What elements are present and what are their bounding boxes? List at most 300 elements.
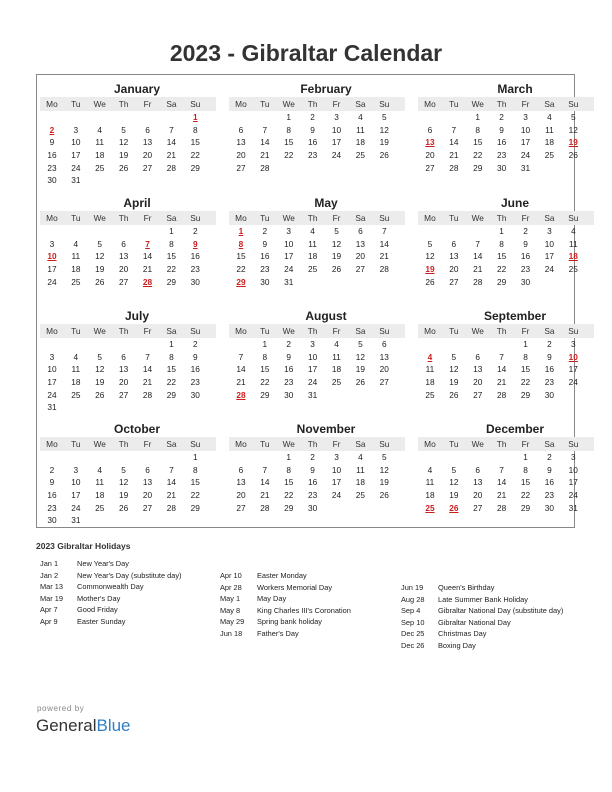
weekday-label: Su bbox=[379, 326, 390, 336]
month-october bbox=[40, 421, 216, 527]
weekday-label: We bbox=[93, 99, 106, 109]
day-cell: 24 bbox=[568, 490, 578, 501]
day-cell: 21 bbox=[166, 150, 177, 161]
day-cell: 13 bbox=[379, 351, 389, 362]
holiday-date: Apr 7 bbox=[40, 605, 58, 615]
day-cell: 29 bbox=[190, 162, 200, 173]
month-september bbox=[418, 308, 594, 401]
weekday-label: Fr bbox=[521, 213, 530, 223]
day-cell: 17 bbox=[520, 137, 531, 148]
weekday-header bbox=[229, 324, 405, 338]
weekday-label: Sa bbox=[355, 99, 366, 109]
day-cell: 3 bbox=[570, 339, 576, 350]
day-cell: 28 bbox=[166, 162, 177, 173]
day-cell: 26 bbox=[568, 150, 578, 161]
weekday-label: Th bbox=[496, 213, 507, 223]
day-cell: 14 bbox=[166, 477, 177, 488]
day-cell: 18 bbox=[425, 377, 435, 388]
day-cell: 26 bbox=[95, 389, 105, 400]
day-cell: 27 bbox=[142, 502, 153, 513]
day-cell: 19 bbox=[331, 251, 342, 262]
weekday-label: Fr bbox=[332, 326, 341, 336]
weekday-label: Fr bbox=[332, 439, 341, 449]
day-cell: 16 bbox=[47, 150, 57, 161]
day-cell: 6 bbox=[121, 238, 126, 249]
day-cell: 24 bbox=[544, 264, 555, 275]
week-row bbox=[229, 250, 405, 263]
day-cell: 2 bbox=[310, 112, 315, 123]
holiday-day-cell: 29 bbox=[236, 276, 246, 287]
day-cell: 1 bbox=[286, 112, 292, 123]
holiday-item bbox=[40, 604, 182, 616]
holiday-name: Boxing Day bbox=[438, 640, 476, 650]
day-cell: 22 bbox=[284, 490, 294, 501]
weekday-label: Tu bbox=[71, 439, 81, 449]
day-cell: 3 bbox=[310, 339, 315, 350]
weekday-label: We bbox=[93, 213, 106, 223]
holiday-name: Commonwealth Day bbox=[77, 582, 144, 592]
day-cell: 27 bbox=[379, 377, 389, 388]
day-cell: 14 bbox=[260, 477, 270, 488]
day-cell: 26 bbox=[119, 502, 129, 513]
day-cell: 16 bbox=[260, 251, 270, 262]
day-cell: 20 bbox=[142, 150, 153, 161]
day-cell: 29 bbox=[520, 389, 531, 400]
day-cell: 7 bbox=[475, 238, 481, 249]
month-name: May bbox=[314, 196, 338, 210]
weekday-header bbox=[40, 437, 216, 451]
holiday-name: New Year's Day (substitute day) bbox=[77, 570, 182, 580]
week-row bbox=[418, 451, 594, 464]
holiday-date: Apr 28 bbox=[220, 582, 242, 592]
holiday-name: Good Friday bbox=[77, 605, 118, 615]
day-cell: 23 bbox=[190, 377, 200, 388]
day-cell: 4 bbox=[334, 339, 339, 350]
holiday-name: Mother's Day bbox=[77, 593, 121, 603]
day-cell: 14 bbox=[379, 238, 389, 249]
weekday-label: Tu bbox=[449, 326, 459, 336]
day-cell: 12 bbox=[95, 251, 105, 262]
day-cell: 4 bbox=[97, 124, 103, 135]
day-cell: 3 bbox=[286, 226, 292, 237]
day-cell: 29 bbox=[497, 276, 507, 287]
weekday-label: Sa bbox=[166, 213, 177, 223]
day-cell: 31 bbox=[308, 389, 318, 400]
weekday-label: Fr bbox=[143, 326, 152, 336]
day-cell: 30 bbox=[308, 502, 318, 513]
day-cell: 16 bbox=[544, 477, 555, 488]
holiday-day-cell: 1 bbox=[192, 112, 198, 123]
day-cell: 14 bbox=[449, 137, 459, 148]
weekday-label: Tu bbox=[260, 99, 270, 109]
day-cell: 15 bbox=[166, 364, 177, 375]
day-cell: 12 bbox=[449, 477, 459, 488]
day-cell: 14 bbox=[497, 477, 507, 488]
day-cell: 15 bbox=[284, 477, 294, 488]
day-cell: 28 bbox=[473, 276, 483, 287]
day-cell: 9 bbox=[547, 351, 552, 362]
weekday-label: Mo bbox=[235, 326, 247, 336]
day-cell: 25 bbox=[331, 377, 342, 388]
week-row bbox=[40, 149, 216, 162]
holiday-item bbox=[401, 594, 563, 606]
day-cell: 16 bbox=[190, 251, 200, 262]
month-december bbox=[418, 421, 594, 514]
day-cell: 18 bbox=[95, 150, 105, 161]
month-name: August bbox=[305, 309, 347, 323]
holiday-day-cell: 19 bbox=[425, 264, 435, 275]
day-cell: 22 bbox=[190, 150, 200, 161]
weekday-label: Tu bbox=[260, 439, 270, 449]
weekday-label: We bbox=[471, 213, 484, 223]
day-cell: 6 bbox=[145, 124, 150, 135]
day-cell: 29 bbox=[260, 389, 270, 400]
day-cell: 8 bbox=[262, 351, 268, 362]
day-cell: 25 bbox=[308, 264, 318, 275]
day-cell: 2 bbox=[547, 339, 552, 350]
day-cell: 11 bbox=[568, 238, 578, 249]
day-cell: 13 bbox=[119, 364, 129, 375]
day-cell: 10 bbox=[331, 464, 342, 475]
holiday-name: Workers Memorial Day bbox=[257, 582, 333, 592]
holiday-item bbox=[220, 593, 351, 605]
week-row bbox=[229, 351, 405, 364]
day-cell: 22 bbox=[497, 264, 507, 275]
day-cell: 17 bbox=[544, 251, 555, 262]
day-cell: 10 bbox=[308, 351, 318, 362]
holiday-date: May 8 bbox=[220, 605, 241, 615]
day-cell: 14 bbox=[142, 251, 153, 262]
brand-logo[interactable] bbox=[36, 716, 131, 736]
week-row bbox=[229, 376, 405, 389]
weekday-label: Th bbox=[496, 439, 507, 449]
holiday-day-cell: 1 bbox=[238, 226, 244, 237]
week-row bbox=[229, 464, 405, 477]
day-cell: 29 bbox=[284, 502, 294, 513]
day-cell: 15 bbox=[520, 364, 531, 375]
weekday-header bbox=[40, 97, 216, 111]
month-may bbox=[229, 195, 405, 288]
day-cell: 14 bbox=[236, 364, 246, 375]
day-cell: 20 bbox=[236, 490, 246, 501]
weekday-label: Tu bbox=[449, 213, 459, 223]
weekday-header bbox=[229, 211, 405, 225]
holiday-date: Mar 13 bbox=[40, 582, 64, 592]
brand-text-blue: Blue bbox=[96, 716, 131, 735]
day-cell: 2 bbox=[262, 226, 268, 237]
month-name: September bbox=[483, 309, 547, 323]
holiday-day-cell: 19 bbox=[568, 137, 578, 148]
week-row bbox=[40, 388, 216, 401]
week-row bbox=[418, 225, 594, 238]
week-row bbox=[418, 111, 594, 124]
day-cell: 17 bbox=[71, 150, 81, 161]
month-name: January bbox=[113, 82, 161, 96]
day-cell: 18 bbox=[71, 377, 81, 388]
week-row bbox=[418, 338, 594, 351]
day-cell: 28 bbox=[142, 389, 153, 400]
month-name: December bbox=[485, 422, 545, 436]
powered-by-text: powered by bbox=[37, 704, 85, 713]
day-cell: 6 bbox=[238, 124, 244, 135]
day-cell: 14 bbox=[166, 137, 177, 148]
week-row bbox=[40, 476, 216, 489]
day-cell: 9 bbox=[192, 351, 198, 362]
day-cell: 22 bbox=[284, 150, 294, 161]
weekday-label: Fr bbox=[332, 99, 341, 109]
month-name: March bbox=[497, 82, 533, 96]
day-cell: 11 bbox=[308, 238, 317, 249]
holiday-item bbox=[40, 593, 182, 605]
weekday-label: Sa bbox=[544, 326, 555, 336]
day-cell: 6 bbox=[145, 464, 150, 475]
holiday-day-cell: 10 bbox=[568, 351, 578, 362]
holiday-date: Dec 26 bbox=[401, 640, 425, 650]
day-cell: 29 bbox=[520, 502, 531, 513]
month-june bbox=[418, 195, 594, 288]
day-cell: 4 bbox=[427, 464, 433, 475]
day-cell: 8 bbox=[475, 124, 481, 135]
weekday-label: Th bbox=[307, 99, 318, 109]
holiday-item bbox=[40, 581, 182, 593]
weekday-label: Su bbox=[379, 439, 390, 449]
day-cell: 22 bbox=[236, 264, 246, 275]
day-cell: 30 bbox=[544, 502, 555, 513]
weekday-header bbox=[229, 437, 405, 451]
day-cell: 18 bbox=[425, 490, 435, 501]
day-cell: 9 bbox=[49, 137, 55, 148]
weekday-label: We bbox=[282, 439, 295, 449]
day-cell: 20 bbox=[473, 377, 483, 388]
week-row bbox=[418, 501, 594, 514]
day-cell: 18 bbox=[331, 364, 342, 375]
week-row bbox=[418, 376, 594, 389]
day-cell: 1 bbox=[169, 339, 174, 350]
day-cell: 27 bbox=[142, 162, 153, 173]
day-cell: 14 bbox=[497, 364, 507, 375]
holiday-day-cell: 25 bbox=[425, 502, 435, 513]
weekday-label: Tu bbox=[71, 99, 81, 109]
day-cell: 21 bbox=[497, 377, 507, 388]
day-cell: 5 bbox=[451, 464, 457, 475]
week-row bbox=[418, 388, 594, 401]
holiday-date: Jun 18 bbox=[220, 628, 243, 638]
day-cell: 5 bbox=[121, 124, 126, 135]
holiday-day-cell: 2 bbox=[49, 124, 55, 135]
day-cell: 15 bbox=[284, 137, 294, 148]
holiday-column bbox=[40, 558, 182, 628]
weekday-label: Sa bbox=[355, 326, 366, 336]
day-cell: 4 bbox=[310, 226, 315, 237]
day-cell: 4 bbox=[73, 351, 79, 362]
week-row bbox=[40, 464, 216, 477]
day-cell: 30 bbox=[544, 389, 555, 400]
day-cell: 29 bbox=[473, 162, 483, 173]
week-row bbox=[40, 501, 216, 514]
weekday-label: We bbox=[282, 99, 295, 109]
day-cell: 9 bbox=[262, 238, 268, 249]
holiday-item bbox=[401, 605, 563, 617]
week-row bbox=[40, 514, 216, 527]
day-cell: 23 bbox=[260, 264, 270, 275]
week-row bbox=[229, 238, 405, 251]
weekday-label: Mo bbox=[424, 99, 436, 109]
day-cell: 13 bbox=[473, 477, 483, 488]
day-cell: 20 bbox=[473, 490, 483, 501]
day-cell: 16 bbox=[190, 364, 200, 375]
day-cell: 26 bbox=[119, 162, 129, 173]
day-cell: 7 bbox=[451, 124, 457, 135]
week-row bbox=[229, 451, 405, 464]
day-cell: 30 bbox=[47, 515, 57, 526]
day-cell: 1 bbox=[499, 226, 504, 237]
day-cell: 18 bbox=[95, 490, 105, 501]
day-cell: 4 bbox=[358, 112, 363, 123]
day-cell: 3 bbox=[49, 351, 55, 362]
day-cell: 7 bbox=[238, 351, 244, 362]
weekday-label: Th bbox=[307, 439, 318, 449]
weekday-label: Th bbox=[496, 326, 507, 336]
week-row bbox=[418, 275, 594, 288]
day-cell: 27 bbox=[236, 502, 246, 513]
day-cell: 21 bbox=[497, 490, 507, 501]
weekday-label: Mo bbox=[235, 439, 247, 449]
week-row bbox=[229, 275, 405, 288]
day-cell: 1 bbox=[523, 339, 528, 350]
day-cell: 16 bbox=[284, 364, 294, 375]
day-cell: 13 bbox=[473, 364, 483, 375]
weekday-label: Mo bbox=[46, 99, 58, 109]
day-cell: 9 bbox=[286, 351, 292, 362]
day-cell: 20 bbox=[119, 377, 129, 388]
weekday-label: We bbox=[471, 326, 484, 336]
week-row bbox=[40, 401, 216, 414]
day-cell: 24 bbox=[331, 490, 342, 501]
day-cell: 6 bbox=[427, 124, 433, 135]
day-cell: 23 bbox=[544, 490, 555, 501]
day-cell: 8 bbox=[192, 464, 198, 475]
week-row bbox=[229, 124, 405, 137]
day-cell: 4 bbox=[358, 452, 363, 463]
holiday-item bbox=[40, 570, 182, 582]
day-cell: 9 bbox=[499, 124, 504, 135]
weekday-label: Th bbox=[118, 99, 129, 109]
day-cell: 22 bbox=[260, 377, 270, 388]
day-cell: 13 bbox=[355, 238, 366, 249]
weekday-label: Th bbox=[118, 213, 129, 223]
day-cell: 2 bbox=[523, 226, 528, 237]
weekday-label: Su bbox=[379, 99, 390, 109]
weekday-label: Sa bbox=[544, 439, 555, 449]
day-cell: 16 bbox=[544, 364, 555, 375]
week-row bbox=[418, 464, 594, 477]
day-cell: 11 bbox=[332, 351, 341, 362]
week-row bbox=[40, 161, 216, 174]
day-cell: 30 bbox=[284, 389, 294, 400]
week-row bbox=[418, 136, 594, 149]
day-cell: 27 bbox=[236, 162, 246, 173]
day-cell: 10 bbox=[544, 238, 555, 249]
holiday-name: Gibraltar National Day bbox=[438, 617, 511, 627]
day-cell: 21 bbox=[260, 150, 270, 161]
day-cell: 10 bbox=[71, 477, 81, 488]
holiday-day-cell: 10 bbox=[47, 251, 57, 262]
holiday-day-cell: 18 bbox=[568, 251, 578, 262]
day-cell: 14 bbox=[142, 364, 153, 375]
week-row bbox=[40, 238, 216, 251]
weekday-label: Mo bbox=[235, 213, 247, 223]
brand-text-general: General bbox=[36, 716, 97, 735]
holiday-item bbox=[401, 582, 563, 594]
day-cell: 25 bbox=[568, 264, 578, 275]
month-august bbox=[229, 308, 405, 401]
day-cell: 12 bbox=[379, 464, 389, 475]
holiday-item bbox=[220, 616, 351, 628]
holiday-date: Dec 25 bbox=[401, 629, 425, 639]
day-cell: 20 bbox=[119, 264, 129, 275]
weekday-label: Su bbox=[568, 213, 579, 223]
day-cell: 23 bbox=[308, 490, 318, 501]
weekday-label: Th bbox=[307, 326, 318, 336]
day-cell: 26 bbox=[379, 150, 389, 161]
holiday-day-cell: 28 bbox=[142, 276, 153, 287]
week-row bbox=[418, 124, 594, 137]
day-cell: 8 bbox=[523, 464, 528, 475]
week-row bbox=[40, 489, 216, 502]
day-cell: 7 bbox=[381, 226, 387, 237]
day-cell: 12 bbox=[119, 477, 129, 488]
day-cell: 13 bbox=[449, 251, 459, 262]
weekday-label: Tu bbox=[260, 326, 270, 336]
day-cell: 7 bbox=[499, 351, 504, 362]
day-cell: 21 bbox=[142, 377, 153, 388]
weekday-label: Su bbox=[568, 99, 579, 109]
day-cell: 3 bbox=[523, 112, 528, 123]
day-cell: 5 bbox=[451, 351, 457, 362]
weekday-label: Sa bbox=[166, 326, 177, 336]
day-cell: 11 bbox=[71, 364, 81, 375]
day-cell: 2 bbox=[192, 339, 198, 350]
day-cell: 29 bbox=[166, 389, 177, 400]
day-cell: 11 bbox=[95, 137, 105, 148]
holiday-name: May Day bbox=[257, 594, 287, 604]
day-cell: 8 bbox=[286, 464, 292, 475]
day-cell: 13 bbox=[236, 137, 246, 148]
week-row bbox=[229, 489, 405, 502]
day-cell: 17 bbox=[331, 477, 342, 488]
holiday-item bbox=[220, 628, 351, 640]
week-row bbox=[418, 489, 594, 502]
day-cell: 20 bbox=[355, 251, 366, 262]
day-cell: 9 bbox=[49, 477, 55, 488]
holiday-item bbox=[401, 640, 563, 652]
week-row bbox=[40, 275, 216, 288]
day-cell: 31 bbox=[71, 175, 81, 186]
day-cell: 25 bbox=[544, 150, 555, 161]
day-cell: 27 bbox=[473, 502, 483, 513]
day-cell: 8 bbox=[169, 238, 174, 249]
day-cell: 31 bbox=[520, 162, 531, 173]
week-row bbox=[418, 263, 594, 276]
week-row bbox=[40, 338, 216, 351]
day-cell: 5 bbox=[97, 238, 103, 249]
weekday-label: We bbox=[93, 439, 106, 449]
day-cell: 26 bbox=[95, 276, 105, 287]
weekday-label: Mo bbox=[46, 326, 58, 336]
weekday-label: Su bbox=[379, 213, 390, 223]
day-cell: 14 bbox=[260, 137, 270, 148]
month-name: November bbox=[296, 422, 356, 436]
